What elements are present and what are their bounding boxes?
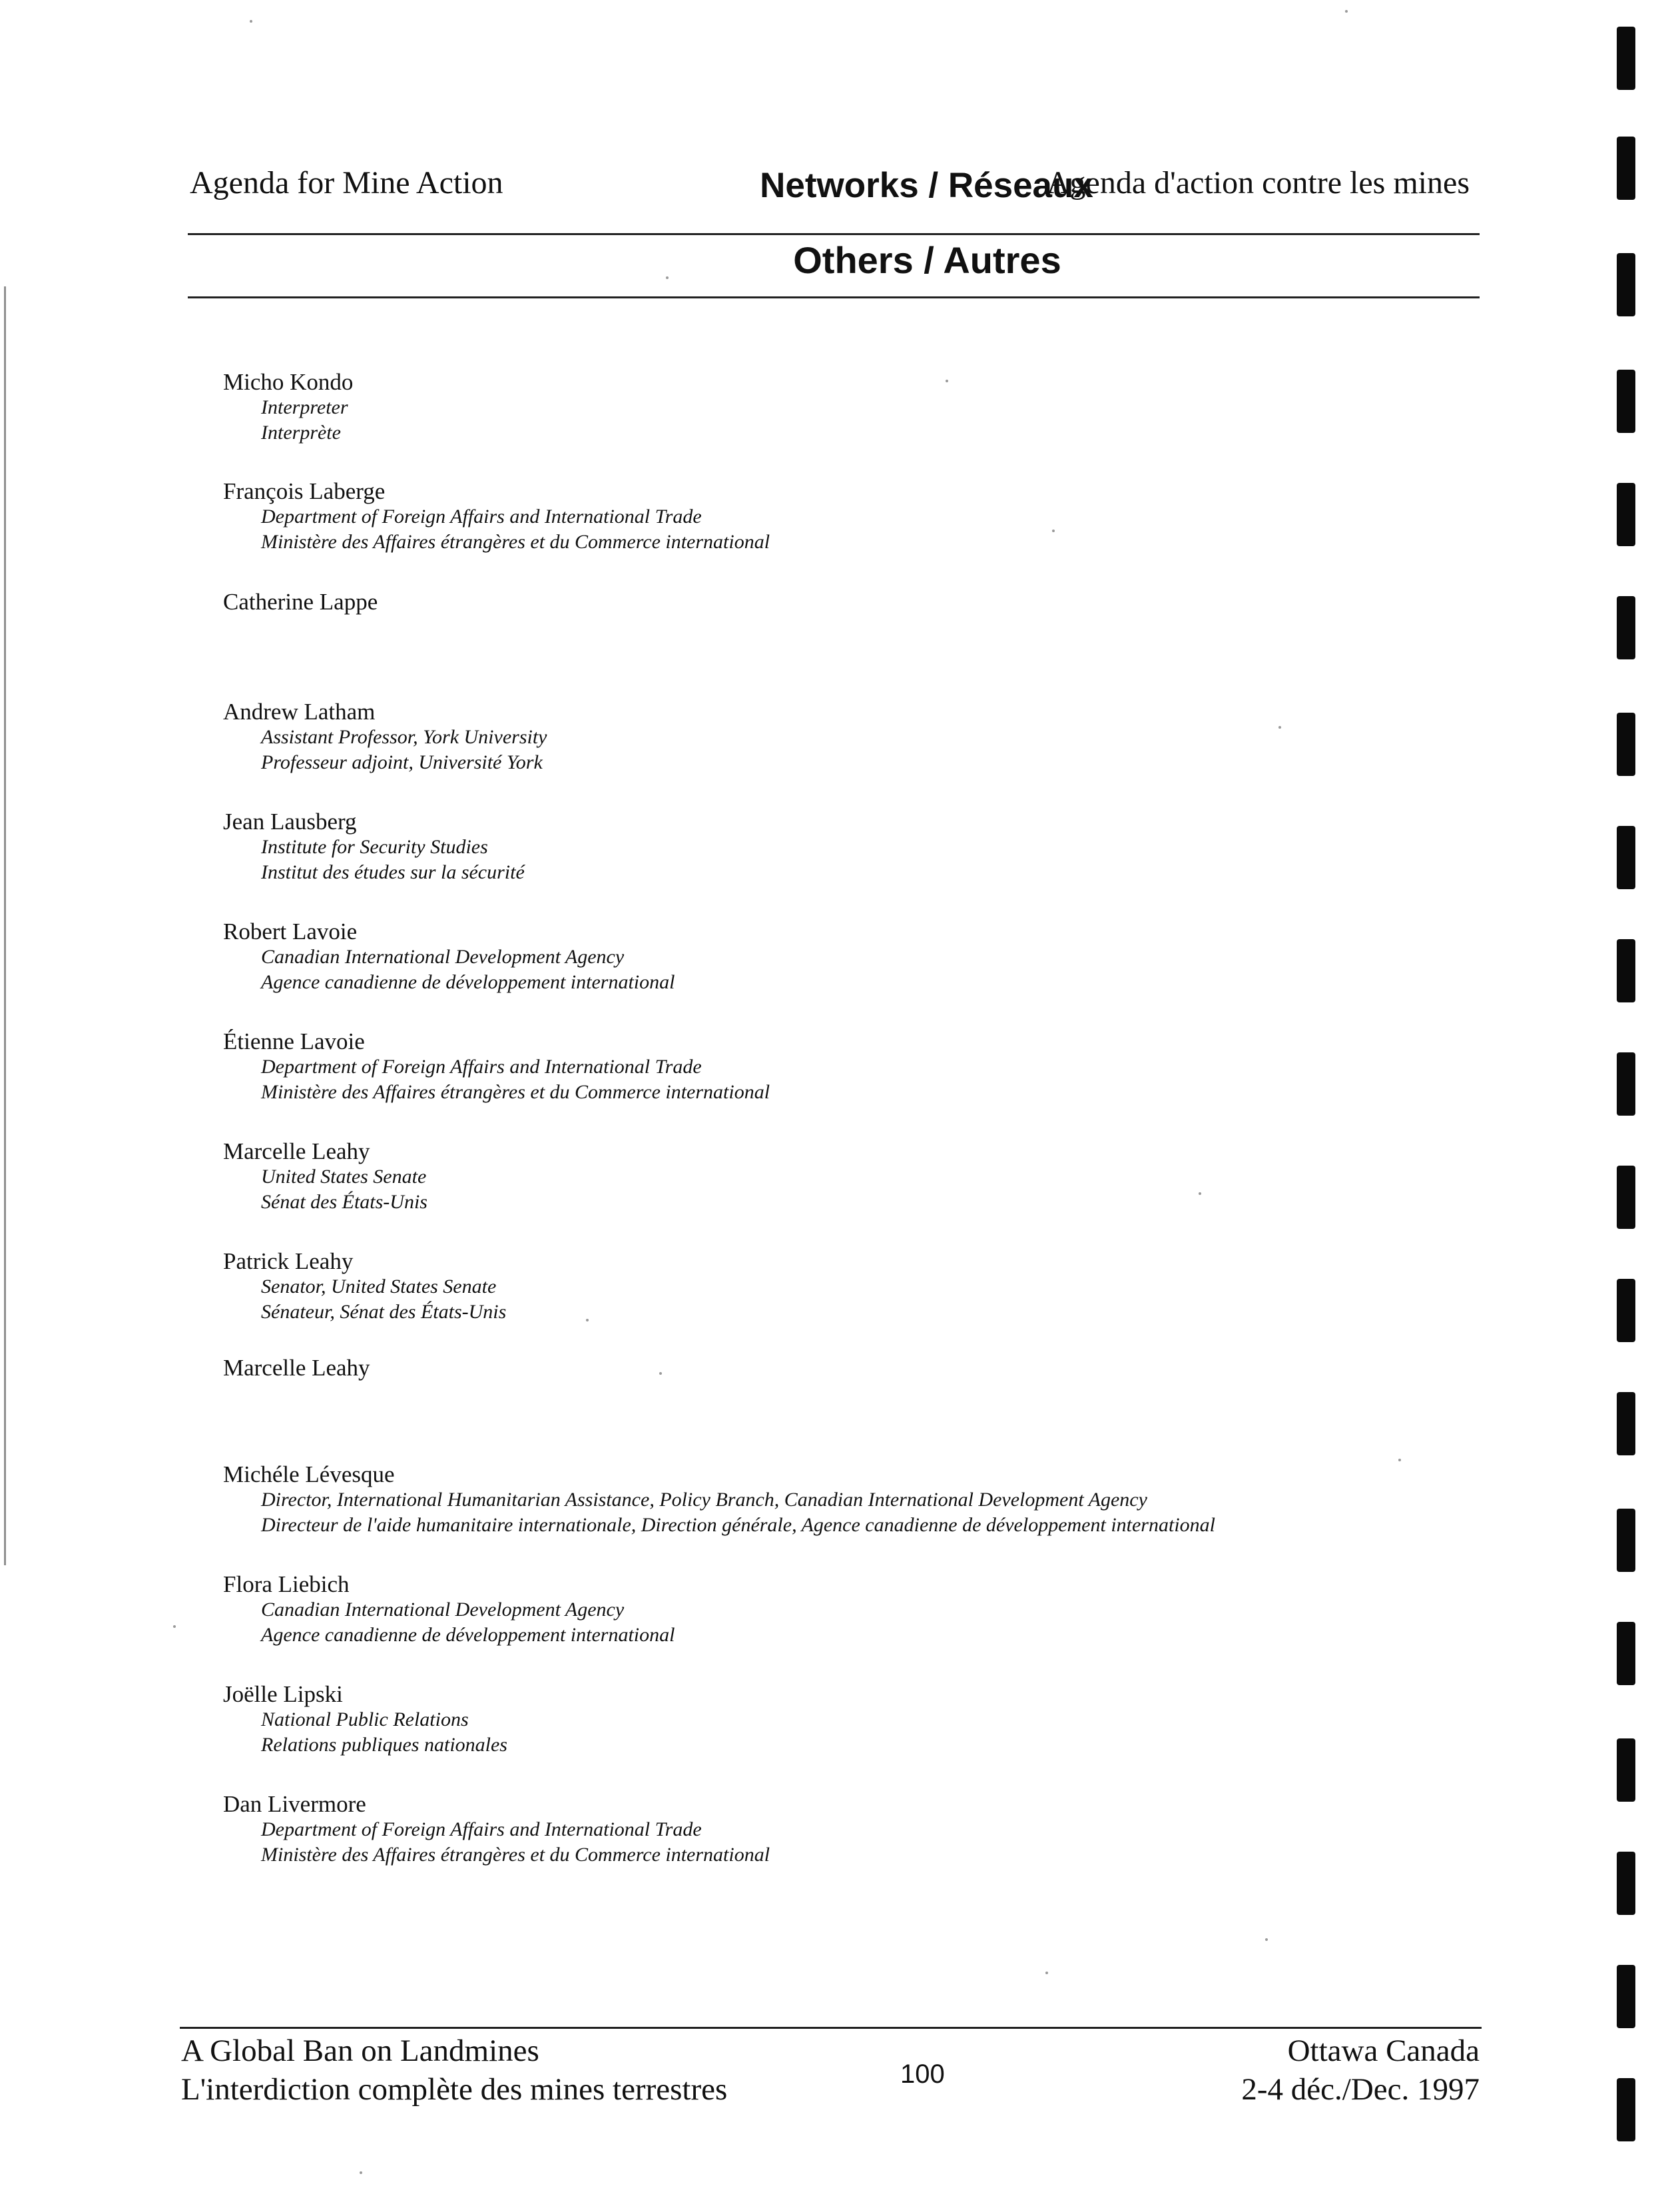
speck bbox=[360, 2171, 362, 2174]
speck bbox=[1265, 1938, 1268, 1941]
binder-mark bbox=[1617, 253, 1635, 316]
list-item bbox=[223, 1139, 1455, 1215]
list-item bbox=[223, 1462, 1455, 1538]
participant-name: Andrew Latham bbox=[223, 699, 376, 725]
speck bbox=[1345, 10, 1348, 13]
list-item bbox=[223, 1572, 1455, 1648]
participant-affiliation: Interpreter bbox=[261, 396, 348, 418]
scan-edge-line bbox=[4, 286, 6, 1565]
speck bbox=[666, 276, 669, 279]
participant-name: Flora Liebich bbox=[223, 1571, 350, 1597]
binder-mark bbox=[1617, 1279, 1635, 1342]
participant-name: Joëlle Lipski bbox=[223, 1681, 343, 1707]
participant-affiliation: Department of Foreign Affairs and International Trade bbox=[261, 1056, 702, 1078]
binder-mark bbox=[1617, 137, 1635, 200]
header-left-title: Agenda for Mine Action bbox=[190, 165, 503, 200]
participant-name: Marcelle Leahy bbox=[223, 1355, 370, 1381]
participant-name: Micho Kondo bbox=[223, 369, 354, 395]
participant-affiliation: Agence canadienne de développement international bbox=[261, 971, 675, 993]
footer-left-line1: A Global Ban on Landmines bbox=[181, 2033, 539, 2068]
list-item bbox=[223, 589, 1455, 615]
footer-rule bbox=[180, 2027, 1482, 2029]
list-item bbox=[223, 1792, 1455, 1868]
participant-affiliation: Sénateur, Sénat des États-Unis bbox=[261, 1301, 507, 1323]
participant-affiliation: Ministère des Affaires étrangères et du Commerce international bbox=[261, 531, 770, 553]
participant-affiliation: Relations publiques nationales bbox=[261, 1734, 507, 1756]
binder-mark bbox=[1617, 939, 1635, 1002]
binder-mark bbox=[1617, 1166, 1635, 1229]
header-center-title: Networks / Réseaux bbox=[760, 166, 1093, 205]
footer-right bbox=[1241, 2031, 1480, 2109]
participant-affiliation: Canadian International Development Agency bbox=[261, 1599, 625, 1621]
binder-mark bbox=[1617, 1852, 1635, 1915]
section-rule bbox=[188, 296, 1480, 298]
participant-name: François Laberge bbox=[223, 478, 386, 504]
list-item bbox=[223, 1249, 1455, 1325]
binder-mark bbox=[1617, 826, 1635, 889]
list-item bbox=[223, 809, 1455, 885]
speck bbox=[586, 1319, 589, 1321]
speck bbox=[1045, 1972, 1048, 1974]
participant-name: Robert Lavoie bbox=[223, 919, 358, 944]
list-item bbox=[223, 370, 1455, 446]
participant-affiliation: Institut des études sur la sécurité bbox=[261, 861, 525, 883]
binder-mark bbox=[1617, 2078, 1635, 2141]
binder-mark bbox=[1617, 370, 1635, 433]
speck bbox=[1052, 530, 1055, 532]
participant-name: Catherine Lappe bbox=[223, 589, 378, 615]
header-rule bbox=[188, 233, 1480, 235]
speck bbox=[946, 380, 948, 382]
participant-affiliation: Agence canadienne de développement international bbox=[261, 1624, 675, 1646]
binder-mark bbox=[1617, 1392, 1635, 1455]
list-item bbox=[223, 1029, 1455, 1105]
footer-left bbox=[181, 2031, 727, 2109]
participant-name: Patrick Leahy bbox=[223, 1248, 354, 1274]
participant-affiliation: Ministère des Affaires étrangères et du Commerce international bbox=[261, 1081, 770, 1103]
binder-mark bbox=[1617, 713, 1635, 776]
binder-mark bbox=[1617, 1738, 1635, 1802]
participant-affiliation: Ministère des Affaires étrangères et du Commerce international bbox=[261, 1844, 770, 1866]
section-title: Others / Autres bbox=[793, 239, 1061, 281]
participant-name: Jean Lausberg bbox=[223, 809, 357, 835]
participant-affiliation: Sénat des États-Unis bbox=[261, 1191, 427, 1213]
speck bbox=[1199, 1192, 1201, 1195]
participant-affiliation: Department of Foreign Affairs and International Trade bbox=[261, 1818, 702, 1840]
participant-affiliation: Senator, United States Senate bbox=[261, 1276, 497, 1297]
footer-right-line2: 2-4 déc./Dec. 1997 bbox=[1241, 2072, 1480, 2107]
binder-mark bbox=[1617, 483, 1635, 546]
list-item bbox=[223, 1355, 1455, 1381]
list-item bbox=[223, 479, 1455, 555]
binder-mark bbox=[1617, 596, 1635, 659]
list-item bbox=[223, 919, 1455, 995]
participant-affiliation: Interprète bbox=[261, 422, 341, 444]
participant-affiliation: Institute for Security Studies bbox=[261, 836, 488, 858]
participant-affiliation: Canadian International Development Agency bbox=[261, 946, 625, 968]
participant-affiliation: National Public Relations bbox=[261, 1708, 469, 1730]
participant-affiliation: Professeur adjoint, Université York bbox=[261, 751, 543, 773]
participant-name: Michéle Lévesque bbox=[223, 1461, 395, 1487]
participant-affiliation: Directeur de l'aide humanitaire internationale, Direction générale, Agence canadienne de développement international bbox=[261, 1514, 1215, 1536]
participant-name: Dan Livermore bbox=[223, 1791, 366, 1817]
participant-affiliation: United States Senate bbox=[261, 1166, 427, 1188]
header-right-title: Agenda d'action contre les mines bbox=[1046, 165, 1470, 200]
participant-affiliation: Department of Foreign Affairs and International Trade bbox=[261, 506, 702, 528]
binder-mark bbox=[1617, 1965, 1635, 2028]
list-item bbox=[223, 1682, 1455, 1758]
footer-left-line2: L'interdiction complète des mines terrestres bbox=[181, 2072, 728, 2107]
participant-name: Marcelle Leahy bbox=[223, 1138, 370, 1164]
speck bbox=[173, 1625, 176, 1628]
participant-name: Étienne Lavoie bbox=[223, 1028, 365, 1054]
binder-mark bbox=[1617, 1622, 1635, 1685]
speck bbox=[659, 1372, 662, 1375]
speck bbox=[1278, 726, 1281, 729]
page-number: 100 bbox=[900, 2059, 945, 2089]
binder-mark bbox=[1617, 1509, 1635, 1572]
speck bbox=[250, 20, 252, 23]
speck bbox=[1398, 1459, 1401, 1461]
binder-mark bbox=[1617, 1052, 1635, 1116]
participant-affiliation: Director, International Humanitarian Assistance, Policy Branch, Canadian International Development Agency bbox=[261, 1489, 1147, 1511]
binder-mark bbox=[1617, 27, 1635, 90]
participant-affiliation: Assistant Professor, York University bbox=[261, 726, 547, 748]
footer-right-line1: Ottawa Canada bbox=[1287, 2033, 1480, 2068]
list-item bbox=[223, 699, 1455, 775]
